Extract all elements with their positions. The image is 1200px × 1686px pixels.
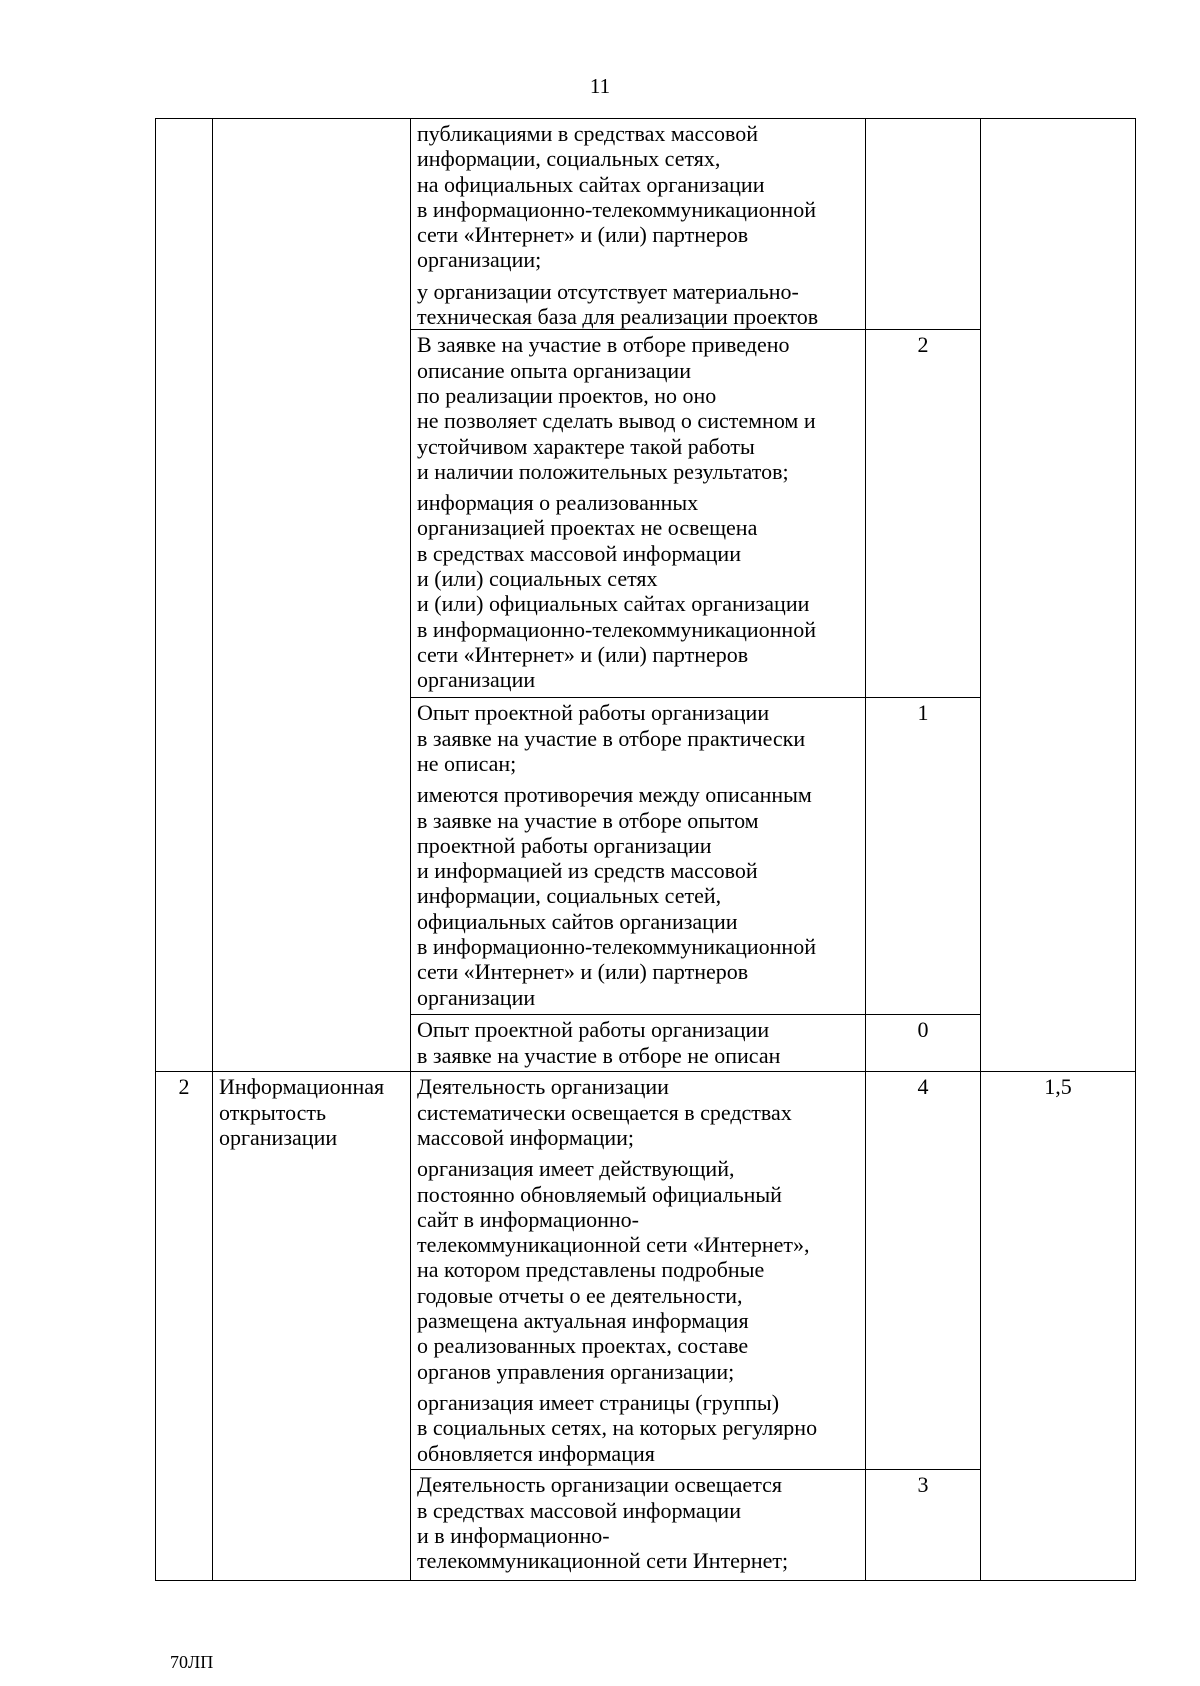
level-paragraph: информация о реализованных организацией проектах не освещена в средствах массовой информации и (или) социальных сетях и (или) официальных сайтах организации в информационно-телекоммуникационной сети «Интернет» и (или) партнеров организации xyxy=(417,490,816,693)
document-code: 70ЛП xyxy=(170,1652,214,1672)
criterion-weight-cell xyxy=(981,119,1136,1072)
level-score-cell xyxy=(866,119,981,330)
level-description-cell xyxy=(411,698,866,1015)
level-score-cell: 4 xyxy=(866,1072,981,1470)
level-paragraph: Опыт проектной работы организации в заявке на участие в отборе не описан xyxy=(417,1017,781,1068)
level-score-cell: 0 xyxy=(866,1015,981,1072)
criterion-number-cell: 2 xyxy=(156,1072,213,1581)
criterion-name-cell xyxy=(213,119,411,1072)
level-description-cell xyxy=(411,1470,866,1581)
level-paragraph: организация имеет страницы (группы) в социальных сетях, на которых регулярно обновляется информация xyxy=(417,1389,818,1466)
level-paragraph: Опыт проектной работы организации в заявке на участие в отборе практически не описан; xyxy=(417,700,806,776)
criterion-name: Информационная открытость организации xyxy=(219,1074,385,1150)
level-paragraph: организация имеет действующий, постоянно обновляемый официальный сайт в информационно- телекоммуникационной сети «Интернет», на котором представлены подробные годовые отчеты о ее деятельности, размещена актуальная информация о реализованных проектах, составе органов управления организации; xyxy=(417,1156,810,1384)
level-score-cell: 3 xyxy=(866,1470,981,1581)
level-paragraph: у организации отсутствует материально- техническая база для реализации проектов xyxy=(417,278,819,330)
level-description-cell xyxy=(411,1072,866,1470)
level-description-cell xyxy=(411,330,866,698)
level-description-cell xyxy=(411,119,866,330)
level-paragraph: Деятельность организации освещается в средствах массовой информации и в информационно- телекоммуникационной сети Интернет; xyxy=(417,1472,789,1574)
evaluation-criteria-table xyxy=(155,118,1136,1581)
table-row xyxy=(156,1072,1136,1470)
page-number: 11 xyxy=(589,74,611,98)
criterion-weight-cell: 1,5 xyxy=(981,1072,1136,1581)
level-paragraph: публикациями в средствах массовой информации, социальных сетях, на официальных сайтах организации в информационно-телекоммуникационной сети «Интернет» и (или) партнеров организации; xyxy=(417,121,816,273)
level-paragraph: В заявке на участие в отборе приведено описание опыта организации по реализации проектов, но оно не позволяет сделать вывод о системном и устойчивом характере такой работы и наличии положительных результатов; xyxy=(417,332,816,484)
level-paragraph: имеются противоречия между описанным в заявке на участие в отборе опытом проектной работы организации и информацией из средств массовой информации, социальных сетей, официальных сайтов организации в информационно-телекоммуникационной сети «Интернет» и (или) партнеров организации xyxy=(417,782,816,1010)
level-paragraph: Деятельность организации систематически освещается в средствах массовой информации; xyxy=(417,1074,792,1150)
level-score-cell: 2 xyxy=(866,330,981,698)
level-description-cell xyxy=(411,1015,866,1072)
criterion-name-cell xyxy=(213,1072,411,1581)
criterion-number-cell xyxy=(156,119,213,1072)
table-row xyxy=(156,119,1136,330)
level-score-cell: 1 xyxy=(866,698,981,1015)
